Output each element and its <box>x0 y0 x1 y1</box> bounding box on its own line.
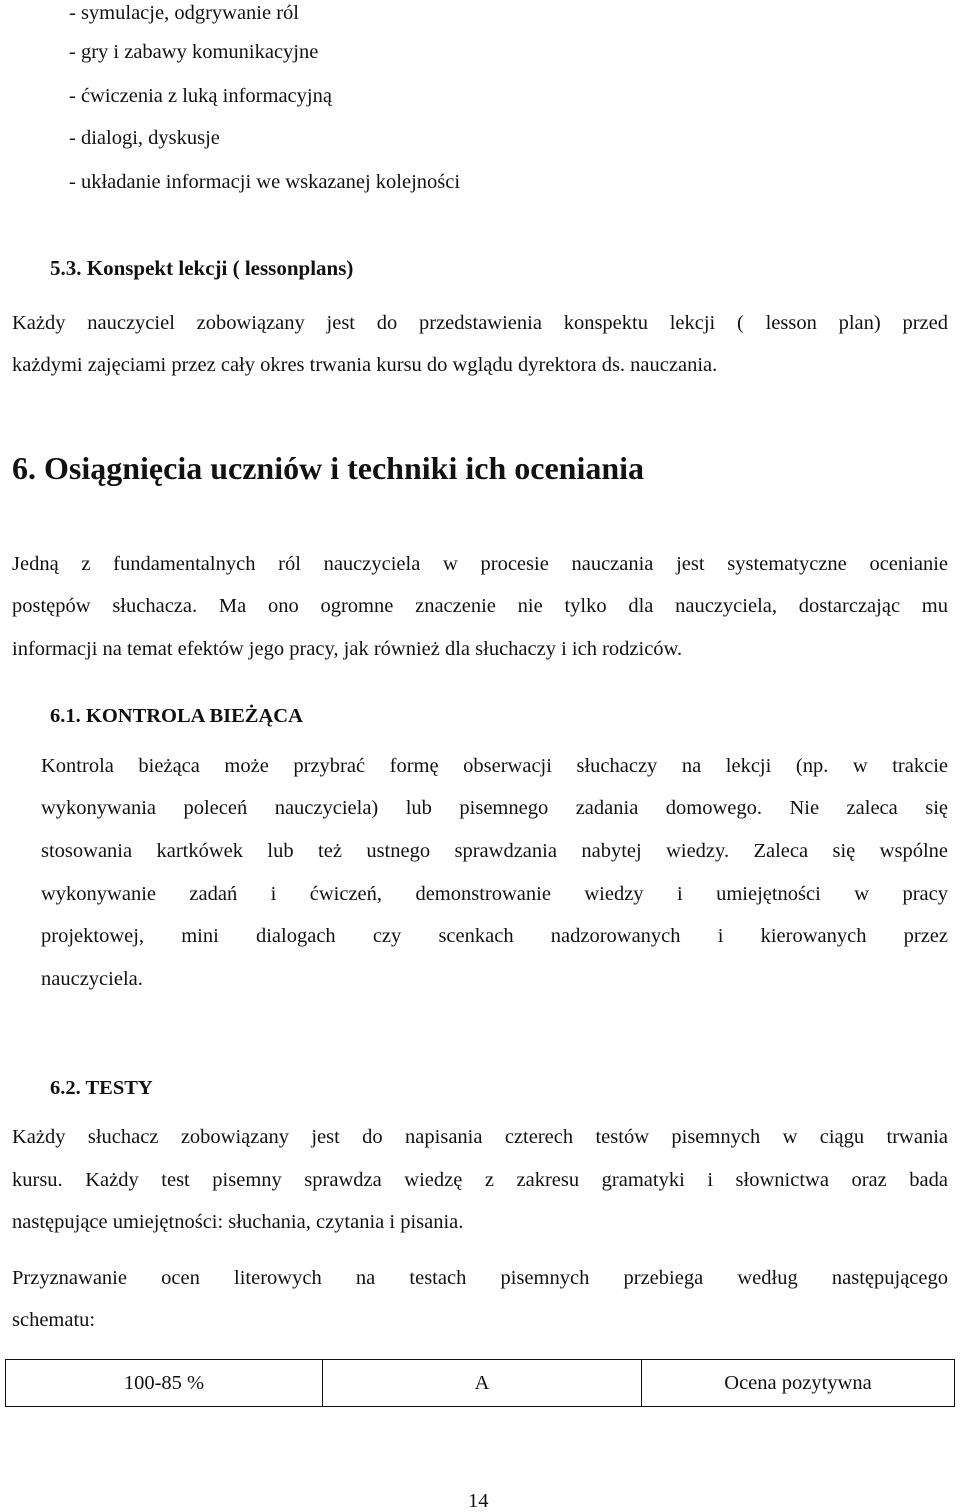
paragraph-line: każdymi zajęciami przez cały okres trwania kursu do wglądu dyrektora ds. nauczania. <box>12 354 718 376</box>
paragraph-line: nauczyciela. <box>41 968 143 990</box>
paragraph-line: kursu. Każdy test pisemny sprawdza wiedzę z zakresu gramatyki i słownictwa oraz bada <box>12 1169 948 1191</box>
paragraph-line: Kontrola bieżąca może przybrać formę obserwacji słuchaczy na lekcji (np. w trakcie <box>41 755 948 777</box>
paragraph-line: postępów słuchacza. Ma ono ogromne znaczenie nie tylko dla nauczyciela, dostarczając mu <box>12 595 948 617</box>
paragraph-line: informacji na temat efektów jego pracy, jak również dla słuchaczy i ich rodziców. <box>12 638 683 660</box>
paragraph-line: projektowej, mini dialogach czy scenkach nadzorowanych i kierowanych przez <box>41 925 948 947</box>
list-item: - gry i zabawy komunikacyjne <box>69 41 319 63</box>
paragraph-line: Każdy słuchacz zobowiązany jest do napisania czterech testów pisemnych w ciągu trwania <box>12 1126 948 1148</box>
paragraph-line: Jedną z fundamentalnych ról nauczyciela w procesie nauczania jest systematyczne ocenianie <box>12 553 948 575</box>
section-6-1-heading: 6.1. KONTROLA BIEŻĄCA <box>50 705 303 727</box>
list-item: - symulacje, odgrywanie ról <box>69 2 299 24</box>
table-cell-grade: A <box>323 1360 642 1407</box>
list-item: - układanie informacji we wskazanej kolejności <box>69 171 461 193</box>
grades-table <box>5 1359 955 1407</box>
list-item: - dialogi, dyskusje <box>69 127 220 149</box>
paragraph-line: wykonywania poleceń nauczyciela) lub pisemnego zadania domowego. Nie zaleca się <box>41 797 948 819</box>
paragraph-line: schematu: <box>12 1309 96 1331</box>
section-6-heading: 6. Osiągnięcia uczniów i techniki ich oceniania <box>12 450 645 486</box>
paragraph-line: Przyznawanie ocen literowych na testach pisemnych przebiega według następującego <box>12 1267 948 1289</box>
paragraph-line: Każdy nauczyciel zobowiązany jest do przedstawienia konspektu lekcji ( lesson plan) przed <box>12 312 948 334</box>
section-6-2-heading: 6.2. TESTY <box>50 1077 153 1099</box>
list-item: - ćwiczenia z luką informacyjną <box>69 85 332 107</box>
table-row <box>6 1360 955 1407</box>
paragraph-line: następujące umiejętności: słuchania, czytania i pisania. <box>12 1211 464 1233</box>
table-cell-range: 100-85 % <box>6 1360 323 1407</box>
page-number: 14 <box>468 1490 489 1512</box>
paragraph-line: stosowania kartkówek lub też ustnego sprawdzania nabytej wiedzy. Zaleca się wspólne <box>41 840 948 862</box>
paragraph-line: wykonywanie zadań i ćwiczeń, demonstrowanie wiedzy i umiejętności w pracy <box>41 883 948 905</box>
section-5-3-heading: 5.3. Konspekt lekcji ( lessonplans) <box>50 256 354 280</box>
table-cell-description: Ocena pozytywna <box>642 1360 955 1407</box>
